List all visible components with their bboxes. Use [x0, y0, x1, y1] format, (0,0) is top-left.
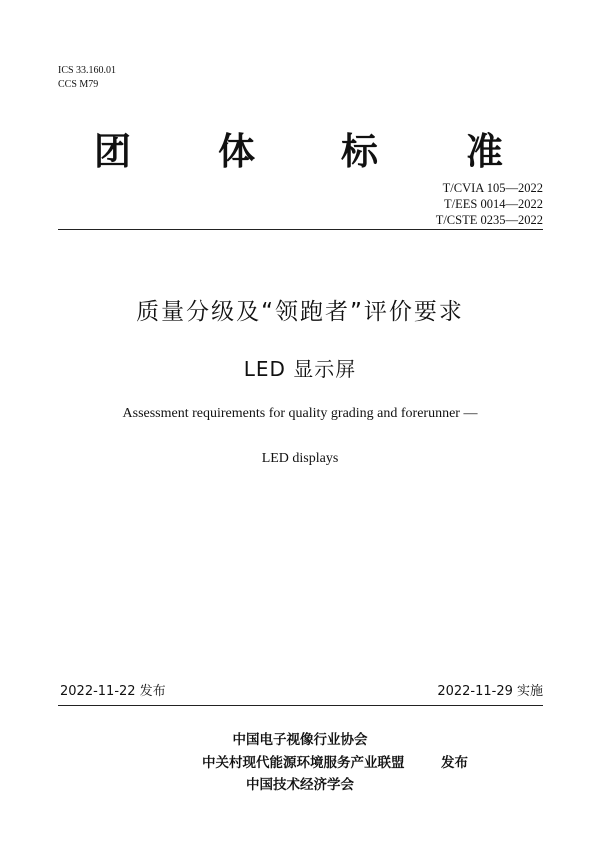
issue-label: 发布	[441, 755, 468, 771]
doc-type-char-1: 团	[94, 130, 131, 173]
issuer-cvia: 中国电子视像行业协会	[232, 732, 368, 748]
top-divider	[58, 229, 543, 230]
subtitle-chinese: LED 显示屏	[243, 357, 357, 381]
doc-type-char-3: 标	[341, 130, 378, 173]
standard-number-cvia: T/CVIA 105—2022	[442, 181, 543, 195]
issuer-cste: 中国技术经济学会	[246, 777, 354, 793]
title-chinese: 质量分级及“领跑者”评价要求	[136, 299, 464, 325]
doc-type-char-2: 体	[218, 130, 255, 173]
bottom-divider	[58, 705, 543, 706]
title-english: Assessment requirements for quality grading and forerunner —	[122, 406, 478, 421]
issuer-zgc-alliance: 中关村现代能源环境服务产业联盟	[202, 755, 405, 771]
doc-type-char-4: 准	[466, 130, 503, 173]
standard-number-cste: T/CSTE 0235—2022	[435, 213, 543, 227]
publish-date: 2022-11-22 发布	[60, 684, 166, 699]
implementation-date: 2022-11-29 实施	[437, 684, 543, 699]
ccs-code: CCS M79	[58, 79, 99, 90]
standard-number-ees: T/EES 0014—2022	[444, 197, 543, 211]
ics-code: ICS 33.160.01	[58, 65, 117, 76]
subtitle-english: LED displays	[261, 451, 339, 466]
